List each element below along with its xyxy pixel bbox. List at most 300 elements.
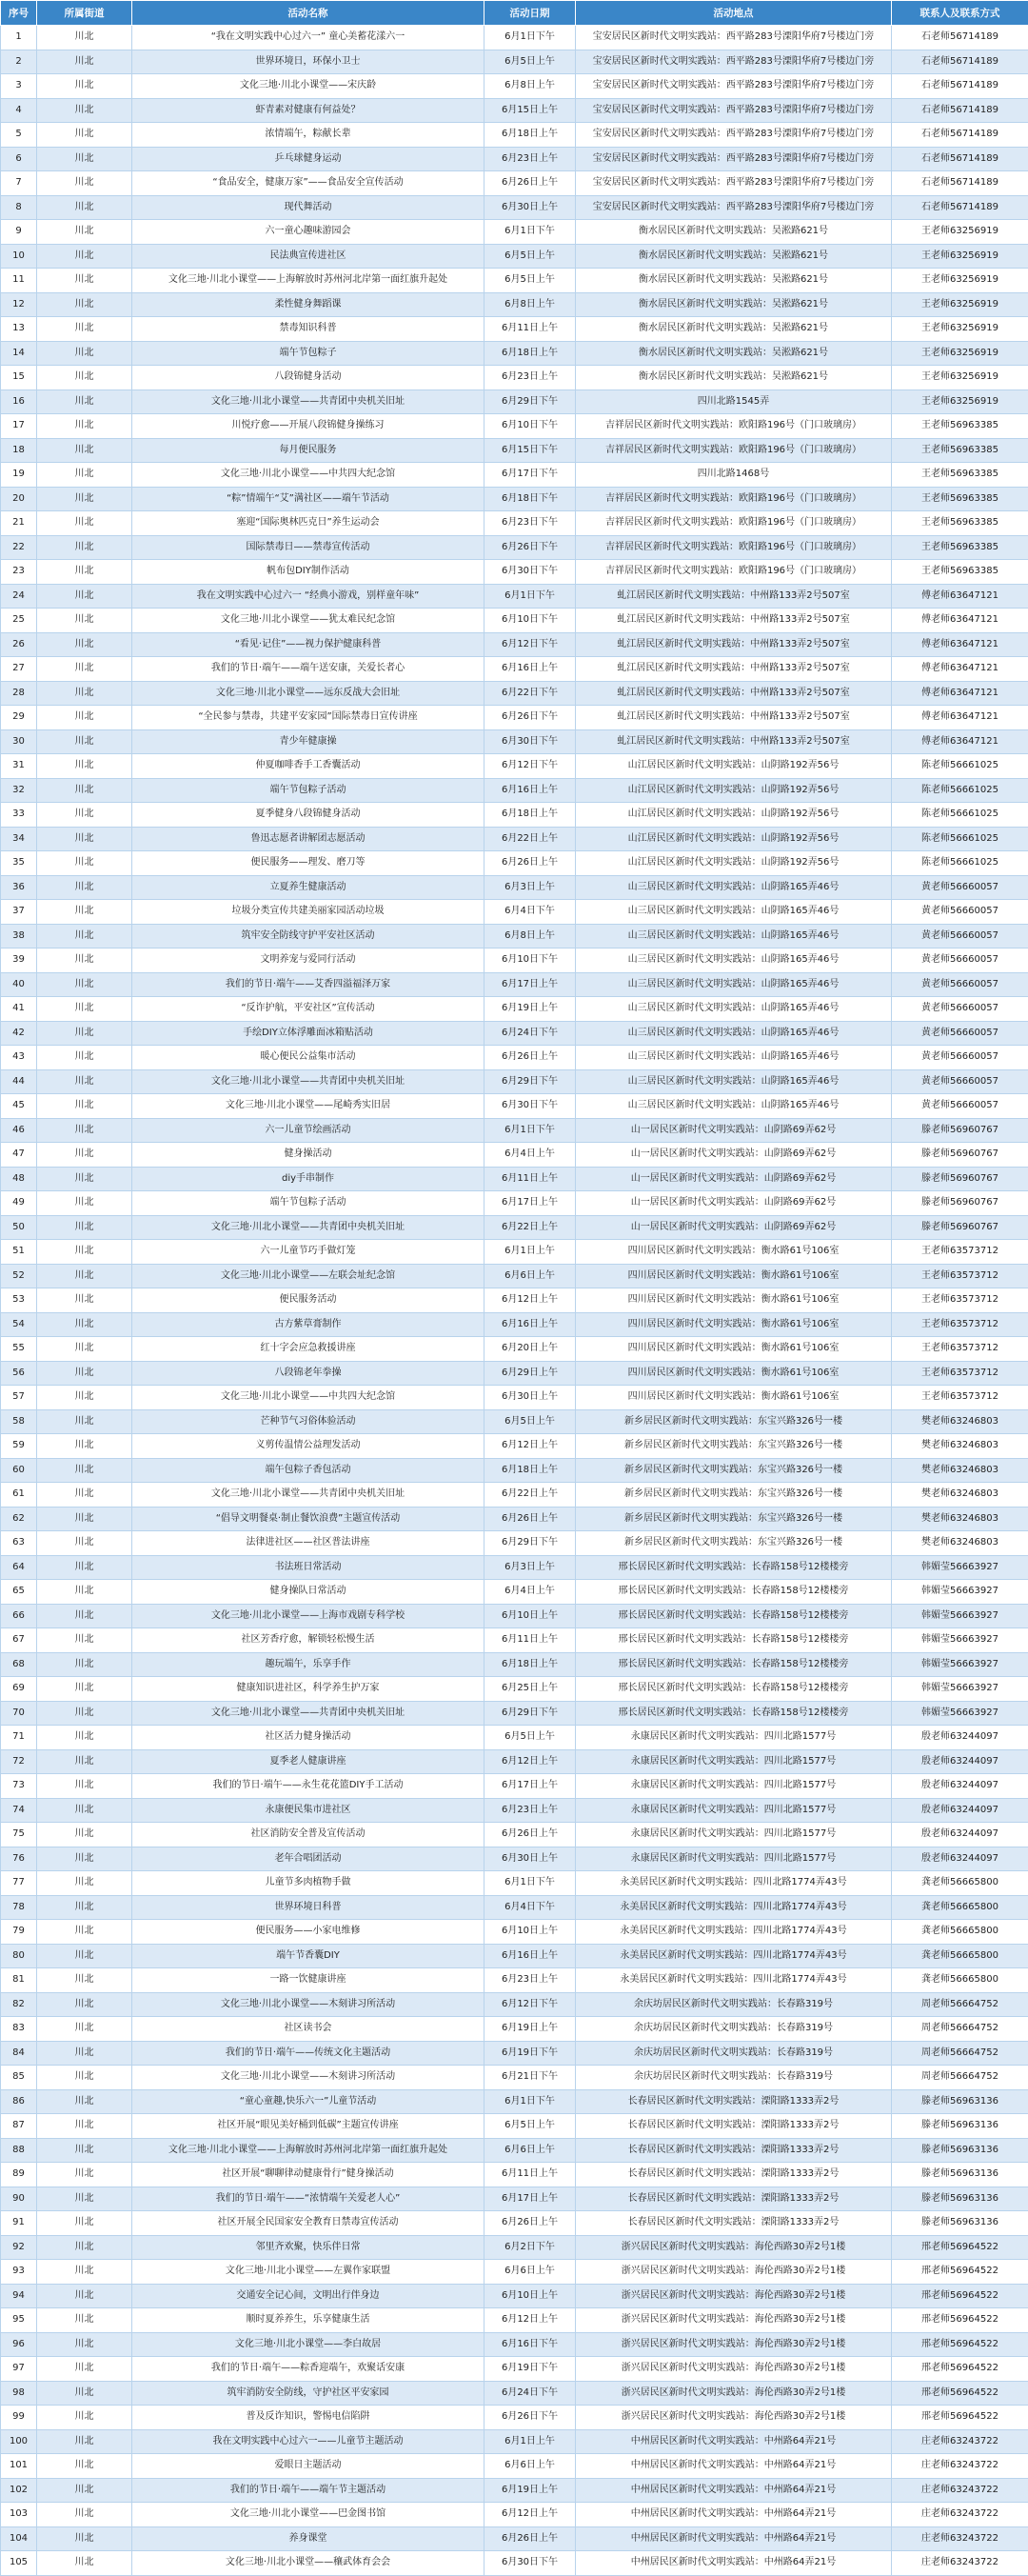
cell-activity-location: 虬江居民区新时代文明实践站：中州路133弄2号507室 [576, 729, 892, 754]
cell-activity-name: 便民服务——理发、磨刀等 [132, 851, 484, 876]
cell-street: 川北 [37, 1312, 132, 1337]
cell-contact: 邢老师56964522 [892, 2332, 1028, 2357]
cell-activity-date: 6月26日上午 [484, 2526, 576, 2551]
cell-street: 川北 [37, 2478, 132, 2503]
cell-activity-date: 6月12日上午 [484, 2308, 576, 2333]
cell-index: 102 [1, 2478, 37, 2503]
cell-activity-location: 新乡居民区新时代文明实践站：东宝兴路326号一楼 [576, 1409, 892, 1434]
table-row [1, 900, 1028, 925]
cell-activity-date: 6月26日上午 [484, 1823, 576, 1847]
table-row [1, 632, 1028, 657]
cell-street: 川北 [37, 584, 132, 609]
table-row [1, 875, 1028, 900]
cell-index: 12 [1, 292, 37, 317]
cell-contact: 黄老师56660057 [892, 949, 1028, 973]
cell-street: 川北 [37, 1215, 132, 1240]
table-header [1, 1, 1028, 26]
cell-activity-location: 中州居民区新时代文明实践站：中州路64弄21号 [576, 2503, 892, 2527]
table-row [1, 584, 1028, 609]
cell-activity-date: 6月1日下午 [484, 1871, 576, 1896]
cell-contact: 韩媚莹56663927 [892, 1580, 1028, 1605]
cell-activity-date: 6月18日上午 [484, 803, 576, 828]
cell-activity-name: 文化三地·川北小课堂——共青团中央机关旧址 [132, 389, 484, 414]
cell-activity-location: 余庆坊居民区新时代文明实践站：长春路319号 [576, 2066, 892, 2090]
cell-activity-name: 端午节香囊DIY [132, 1944, 484, 1968]
header-contact: 联系人及联系方式 [892, 1, 1028, 26]
cell-contact: 樊老师63246803 [892, 1483, 1028, 1508]
cell-activity-date: 6月16日上午 [484, 1944, 576, 1968]
cell-activity-name: 文化三地·川北小课堂——远东反战大会旧址 [132, 681, 484, 706]
cell-activity-date: 6月17日上午 [484, 972, 576, 997]
cell-activity-date: 6月11日上午 [484, 1167, 576, 1191]
cell-activity-date: 6月12日下午 [484, 1992, 576, 2017]
cell-activity-date: 6月11日上午 [484, 2163, 576, 2187]
cell-contact: 傅老师63647121 [892, 681, 1028, 706]
cell-street: 川北 [37, 924, 132, 949]
cell-activity-date: 6月6日上午 [484, 2454, 576, 2479]
cell-activity-date: 6月26日上午 [484, 851, 576, 876]
table-row [1, 1944, 1028, 1968]
cell-contact: 殷老师63244097 [892, 1774, 1028, 1799]
cell-contact: 石老师56714189 [892, 26, 1028, 50]
table-row [1, 463, 1028, 488]
cell-street: 川北 [37, 1895, 132, 1920]
cell-activity-location: 宝安居民区新时代文明实践站：西平路283号溧阳华府7号楼边门旁 [576, 147, 892, 171]
cell-contact: 韩媚莹56663927 [892, 1701, 1028, 1726]
cell-contact: 庄老师63243722 [892, 2454, 1028, 2479]
cell-street: 川北 [37, 195, 132, 220]
table-row [1, 1046, 1028, 1070]
cell-activity-location: 中州居民区新时代文明实践站：中州路64弄21号 [576, 2526, 892, 2551]
cell-activity-date: 6月3日上午 [484, 875, 576, 900]
cell-activity-name: 端午节包粽子活动 [132, 1191, 484, 1216]
cell-activity-location: 永康居民区新时代文明实践站：四川北路1577号 [576, 1798, 892, 1823]
cell-activity-location: 吉祥居民区新时代文明实践站：欧阳路196号（门口玻璃房） [576, 414, 892, 439]
cell-contact: 滕老师56963136 [892, 2163, 1028, 2187]
cell-street: 川北 [37, 414, 132, 439]
cell-street: 川北 [37, 729, 132, 754]
cell-contact: 殷老师63244097 [892, 1798, 1028, 1823]
cell-activity-location: 山三居民区新时代文明实践站：山阴路165弄46号 [576, 1069, 892, 1094]
table-row [1, 220, 1028, 245]
cell-index: 24 [1, 584, 37, 609]
cell-index: 54 [1, 1312, 37, 1337]
cell-contact: 滕老师56963136 [892, 2211, 1028, 2236]
table-row [1, 949, 1028, 973]
cell-activity-date: 6月12日下午 [484, 632, 576, 657]
cell-activity-location: 中州居民区新时代文明实践站：中州路64弄21号 [576, 2551, 892, 2576]
cell-street: 川北 [37, 2041, 132, 2066]
cell-index: 101 [1, 2454, 37, 2479]
cell-contact: 王老师63256919 [892, 292, 1028, 317]
table-row [1, 1458, 1028, 1483]
cell-activity-date: 6月1日下午 [484, 2089, 576, 2114]
table-row [1, 123, 1028, 148]
cell-street: 川北 [37, 997, 132, 1022]
cell-activity-date: 6月17日上午 [484, 1191, 576, 1216]
cell-activity-date: 6月8日上午 [484, 74, 576, 99]
cell-activity-name: 禁毒知识科普 [132, 317, 484, 342]
table-row [1, 2332, 1028, 2357]
cell-activity-date: 6月19日上午 [484, 2017, 576, 2042]
cell-street: 川北 [37, 26, 132, 50]
cell-street: 川北 [37, 1774, 132, 1799]
cell-index: 43 [1, 1046, 37, 1070]
cell-activity-date: 6月18日上午 [484, 123, 576, 148]
cell-activity-location: 衡水居民区新时代文明实践站：吴淞路621号 [576, 366, 892, 390]
cell-activity-location: 虬江居民区新时代文明实践站：中州路133弄2号507室 [576, 706, 892, 730]
cell-activity-name: 文化三地·川北小课堂——中共四大纪念馆 [132, 1386, 484, 1410]
cell-index: 55 [1, 1337, 37, 1362]
cell-contact: 石老师56714189 [892, 171, 1028, 196]
table-row [1, 803, 1028, 828]
cell-activity-location: 衡水居民区新时代文明实践站：吴淞路621号 [576, 292, 892, 317]
cell-activity-name: 世界环境日，环保小卫士 [132, 50, 484, 74]
cell-contact: 滕老师56963136 [892, 2089, 1028, 2114]
cell-street: 川北 [37, 2211, 132, 2236]
table-row [1, 1555, 1028, 1580]
cell-activity-location: 浙兴居民区新时代文明实践站：海伦西路30弄2号1楼 [576, 2406, 892, 2430]
cell-activity-date: 6月30日下午 [484, 729, 576, 754]
cell-street: 川北 [37, 123, 132, 148]
cell-contact: 王老师63573712 [892, 1312, 1028, 1337]
table-row [1, 2478, 1028, 2503]
cell-activity-date: 6月5日上午 [484, 269, 576, 293]
cell-activity-location: 四川居民区新时代文明实践站：衡水路61号106室 [576, 1264, 892, 1288]
table-row [1, 1871, 1028, 1896]
cell-activity-location: 虬江居民区新时代文明实践站：中州路133弄2号507室 [576, 609, 892, 633]
table-row [1, 1774, 1028, 1799]
table-row [1, 2211, 1028, 2236]
cell-index: 33 [1, 803, 37, 828]
cell-activity-location: 永美居民区新时代文明实践站：四川北路1774弄43号 [576, 1920, 892, 1945]
cell-activity-date: 6月29日上午 [484, 1361, 576, 1386]
cell-activity-name: 塞迎“国际奥林匹克日”养生运动会 [132, 511, 484, 536]
cell-activity-date: 6月23日上午 [484, 1798, 576, 1823]
cell-index: 93 [1, 2260, 37, 2285]
cell-activity-name: 义剪传温情公益理发活动 [132, 1434, 484, 1459]
cell-index: 104 [1, 2526, 37, 2551]
cell-street: 川北 [37, 1992, 132, 2017]
cell-activity-location: 四川居民区新时代文明实践站：衡水路61号106室 [576, 1386, 892, 1410]
cell-street: 川北 [37, 220, 132, 245]
table-row [1, 560, 1028, 585]
cell-index: 69 [1, 1677, 37, 1702]
cell-index: 39 [1, 949, 37, 973]
cell-street: 川北 [37, 1677, 132, 1702]
table-row [1, 1823, 1028, 1847]
table-row [1, 2066, 1028, 2090]
cell-street: 川北 [37, 2089, 132, 2114]
cell-activity-name: 每月便民服务 [132, 438, 484, 463]
cell-activity-name: 我们的节日·端午——粽香迎端午，欢聚话安康 [132, 2357, 484, 2382]
cell-street: 川北 [37, 511, 132, 536]
cell-contact: 石老师56714189 [892, 147, 1028, 171]
cell-index: 51 [1, 1240, 37, 1265]
table-row [1, 317, 1028, 342]
cell-street: 川北 [37, 632, 132, 657]
cell-index: 37 [1, 900, 37, 925]
cell-activity-location: 浙兴居民区新时代文明实践站：海伦西路30弄2号1楼 [576, 2381, 892, 2406]
cell-contact: 邢老师56964522 [892, 2260, 1028, 2285]
table-row [1, 511, 1028, 536]
cell-activity-name: 永康便民集市进社区 [132, 1798, 484, 1823]
cell-contact: 王老师63573712 [892, 1337, 1028, 1362]
table-row [1, 609, 1028, 633]
cell-activity-name: 芒种节气习俗体验活动 [132, 1409, 484, 1434]
cell-street: 川北 [37, 366, 132, 390]
cell-activity-name: 我在文明实践中心过六一 “经典小游戏，别样童年味” [132, 584, 484, 609]
cell-activity-location: 衡水居民区新时代文明实践站：吴淞路621号 [576, 220, 892, 245]
cell-street: 川北 [37, 2526, 132, 2551]
table-row [1, 2041, 1028, 2066]
cell-activity-location: 永美居民区新时代文明实践站：四川北路1774弄43号 [576, 1895, 892, 1920]
cell-street: 川北 [37, 827, 132, 851]
cell-activity-name: 文化三地·川北小课堂——上海市戏剧专科学校 [132, 1604, 484, 1628]
cell-contact: 樊老师63246803 [892, 1434, 1028, 1459]
cell-street: 川北 [37, 1118, 132, 1143]
cell-activity-location: 中州居民区新时代文明实践站：中州路64弄21号 [576, 2454, 892, 2479]
cell-activity-location: 山三居民区新时代文明实践站：山阴路165弄46号 [576, 997, 892, 1022]
cell-index: 14 [1, 341, 37, 366]
cell-index: 15 [1, 366, 37, 390]
cell-activity-date: 6月1日下午 [484, 26, 576, 50]
cell-street: 川北 [37, 1726, 132, 1750]
cell-activity-location: 宝安居民区新时代文明实践站：西平路283号溧阳华府7号楼边门旁 [576, 26, 892, 50]
cell-street: 川北 [37, 2406, 132, 2430]
cell-contact: 石老师56714189 [892, 74, 1028, 99]
cell-street: 川北 [37, 1652, 132, 1677]
cell-index: 66 [1, 1604, 37, 1628]
cell-contact: 石老师56714189 [892, 123, 1028, 148]
cell-activity-location: 虬江居民区新时代文明实践站：中州路133弄2号507室 [576, 681, 892, 706]
cell-activity-name: 社区开展“聊聊律动健康骨行”健身操活动 [132, 2163, 484, 2187]
cell-activity-name: “童心童趣,快乐六一”儿童节活动 [132, 2089, 484, 2114]
cell-activity-name: 垃圾分类宣传共建美丽家园活动垃圾 [132, 900, 484, 925]
table-row [1, 1118, 1028, 1143]
cell-index: 67 [1, 1628, 37, 1653]
cell-activity-location: 衡水居民区新时代文明实践站：吴淞路621号 [576, 341, 892, 366]
cell-activity-name: 文化三地·川北小课堂——李白故居 [132, 2332, 484, 2357]
cell-activity-location: 邢长居民区新时代文明实践站：长春路158号12楼楼旁 [576, 1604, 892, 1628]
cell-index: 57 [1, 1386, 37, 1410]
cell-activity-name: 便民服务活动 [132, 1288, 484, 1313]
cell-activity-name: 法律进社区——社区普法讲座 [132, 1531, 484, 1556]
cell-activity-location: 吉祥居民区新时代文明实践站：欧阳路196号（门口玻璃房） [576, 511, 892, 536]
table-row [1, 2357, 1028, 2382]
cell-activity-location: 宝安居民区新时代文明实践站：西平路283号溧阳华府7号楼边门旁 [576, 98, 892, 123]
cell-street: 川北 [37, 2138, 132, 2163]
cell-activity-date: 6月29日下午 [484, 389, 576, 414]
cell-activity-name: 文化三地·川北小课堂——木刻讲习所活动 [132, 1992, 484, 2017]
cell-activity-name: 端午包粽子香包活动 [132, 1458, 484, 1483]
cell-street: 川北 [37, 803, 132, 828]
cell-activity-date: 6月4日下午 [484, 900, 576, 925]
cell-activity-name: 六一儿童节绘画活动 [132, 1118, 484, 1143]
cell-activity-date: 6月17日上午 [484, 2187, 576, 2211]
cell-activity-name: 端午节包粽子活动 [132, 778, 484, 803]
table-row [1, 706, 1028, 730]
cell-activity-location: 吉祥居民区新时代文明实践站：欧阳路196号（门口玻璃房） [576, 438, 892, 463]
cell-index: 89 [1, 2163, 37, 2187]
cell-contact: 殷老师63244097 [892, 1726, 1028, 1750]
cell-index: 32 [1, 778, 37, 803]
cell-activity-location: 中州居民区新时代文明实践站：中州路64弄21号 [576, 2478, 892, 2503]
cell-activity-date: 6月10日下午 [484, 414, 576, 439]
cell-activity-location: 邢长居民区新时代文明实践站：长春路158号12楼楼旁 [576, 1580, 892, 1605]
table-row [1, 147, 1028, 171]
cell-index: 47 [1, 1143, 37, 1168]
cell-index: 22 [1, 535, 37, 560]
cell-index: 99 [1, 2406, 37, 2430]
cell-activity-name: 普及反诈知识，警惕电信陷阱 [132, 2406, 484, 2430]
cell-contact: 周老师56664752 [892, 1992, 1028, 2017]
table-row [1, 269, 1028, 293]
cell-index: 56 [1, 1361, 37, 1386]
cell-activity-name: 文化三地·川北小课堂——木刻讲习所活动 [132, 2066, 484, 2090]
cell-index: 34 [1, 827, 37, 851]
cell-street: 川北 [37, 1920, 132, 1945]
cell-activity-name: 鲁迅志愿者讲解团志愿活动 [132, 827, 484, 851]
cell-index: 94 [1, 2284, 37, 2308]
cell-activity-name: 文明养宠与爱同行活动 [132, 949, 484, 973]
table-row [1, 972, 1028, 997]
cell-street: 川北 [37, 2163, 132, 2187]
table-row [1, 1531, 1028, 1556]
cell-street: 川北 [37, 2429, 132, 2454]
cell-street: 川北 [37, 171, 132, 196]
cell-activity-date: 6月6日上午 [484, 2260, 576, 2285]
cell-activity-name: 红十字会应急救援讲座 [132, 1337, 484, 1362]
cell-street: 川北 [37, 1191, 132, 1216]
cell-activity-date: 6月29日下午 [484, 1531, 576, 1556]
cell-contact: 王老师63256919 [892, 220, 1028, 245]
header-activity-location: 活动地点 [576, 1, 892, 26]
cell-street: 川北 [37, 2551, 132, 2576]
cell-contact: 王老师63256919 [892, 317, 1028, 342]
header-activity-name: 活动名称 [132, 1, 484, 26]
cell-activity-location: 山江居民区新时代文明实践站：山阴路192弄56号 [576, 754, 892, 779]
table-row [1, 1992, 1028, 2017]
cell-activity-name: 文化三地·川北小课堂——共青团中央机关旧址 [132, 1215, 484, 1240]
cell-activity-date: 6月10日上午 [484, 1920, 576, 1945]
cell-street: 川北 [37, 2187, 132, 2211]
cell-street: 川北 [37, 1409, 132, 1434]
header-index: 序号 [1, 1, 37, 26]
cell-activity-location: 山三居民区新时代文明实践站：山阴路165弄46号 [576, 949, 892, 973]
table-row [1, 997, 1028, 1022]
cell-street: 川北 [37, 1240, 132, 1265]
cell-activity-name: 文化三地·川北小课堂——尾崎秀实旧居 [132, 1094, 484, 1119]
cell-index: 10 [1, 244, 37, 269]
cell-index: 38 [1, 924, 37, 949]
cell-activity-name: 交通安全记心间，文明出行伴身边 [132, 2284, 484, 2308]
cell-index: 52 [1, 1264, 37, 1288]
cell-activity-name: 健康知识进社区，科学养生护万家 [132, 1677, 484, 1702]
cell-street: 川北 [37, 1361, 132, 1386]
cell-activity-name: 我们的节日·端午——“浓情端午关爱老人心” [132, 2187, 484, 2211]
cell-index: 62 [1, 1507, 37, 1531]
cell-activity-location: 永康居民区新时代文明实践站：四川北路1577号 [576, 1774, 892, 1799]
cell-contact: 龚老师56665800 [892, 1968, 1028, 1993]
cell-index: 71 [1, 1726, 37, 1750]
cell-contact: 黄老师56660057 [892, 972, 1028, 997]
cell-activity-location: 余庆坊居民区新时代文明实践站：长春路319号 [576, 2041, 892, 2066]
cell-activity-location: 吉祥居民区新时代文明实践站：欧阳路196号（门口玻璃房） [576, 487, 892, 511]
cell-street: 川北 [37, 98, 132, 123]
cell-activity-name: 端午节包粽子 [132, 341, 484, 366]
cell-index: 74 [1, 1798, 37, 1823]
cell-street: 川北 [37, 1968, 132, 1993]
cell-street: 川北 [37, 487, 132, 511]
cell-activity-date: 6月8日上午 [484, 292, 576, 317]
cell-activity-location: 永康居民区新时代文明实践站：四川北路1577号 [576, 1823, 892, 1847]
cell-index: 87 [1, 2114, 37, 2139]
cell-activity-date: 6月11日上午 [484, 317, 576, 342]
cell-activity-name: 我们的节日·端午——永生花花篮DIY手工活动 [132, 1774, 484, 1799]
table-row [1, 1167, 1028, 1191]
cell-contact: 韩媚莹56663927 [892, 1628, 1028, 1653]
table-row [1, 2138, 1028, 2163]
cell-index: 13 [1, 317, 37, 342]
cell-activity-location: 四川居民区新时代文明实践站：衡水路61号106室 [576, 1337, 892, 1362]
cell-contact: 庄老师63243722 [892, 2503, 1028, 2527]
table-row [1, 1677, 1028, 1702]
table-row [1, 2526, 1028, 2551]
cell-activity-location: 山三居民区新时代文明实践站：山阴路165弄46号 [576, 875, 892, 900]
cell-contact: 滕老师56963136 [892, 2187, 1028, 2211]
cell-activity-date: 6月25日上午 [484, 1677, 576, 1702]
cell-contact: 韩媚莹56663927 [892, 1677, 1028, 1702]
cell-contact: 王老师63256919 [892, 244, 1028, 269]
cell-index: 7 [1, 171, 37, 196]
cell-contact: 庄老师63243722 [892, 2551, 1028, 2576]
cell-street: 川北 [37, 681, 132, 706]
cell-activity-date: 6月30日下午 [484, 1094, 576, 1119]
cell-contact: 王老师63573712 [892, 1361, 1028, 1386]
cell-contact: 滕老师56960767 [892, 1191, 1028, 1216]
table-row [1, 1386, 1028, 1410]
cell-activity-name: 虾青素对健康有何益处？ [132, 98, 484, 123]
table-row [1, 1798, 1028, 1823]
cell-index: 31 [1, 754, 37, 779]
cell-activity-location: 余庆坊居民区新时代文明实践站：长春路319号 [576, 2017, 892, 2042]
table-row [1, 1652, 1028, 1677]
cell-index: 61 [1, 1483, 37, 1508]
cell-activity-location: 山江居民区新时代文明实践站：山阴路192弄56号 [576, 827, 892, 851]
cell-activity-date: 6月16日下午 [484, 2332, 576, 2357]
cell-street: 川北 [37, 560, 132, 585]
cell-activity-location: 山三居民区新时代文明实践站：山阴路165弄46号 [576, 1046, 892, 1070]
cell-activity-date: 6月5日上午 [484, 1726, 576, 1750]
table-row [1, 292, 1028, 317]
cell-index: 49 [1, 1191, 37, 1216]
table-row [1, 754, 1028, 779]
cell-activity-location: 山三居民区新时代文明实践站：山阴路165弄46号 [576, 1021, 892, 1046]
cell-index: 50 [1, 1215, 37, 1240]
cell-index: 77 [1, 1871, 37, 1896]
cell-activity-date: 6月2日下午 [484, 2235, 576, 2260]
cell-street: 川北 [37, 74, 132, 99]
cell-activity-name: 文化三地·川北小课堂——共青团中央机关旧址 [132, 1069, 484, 1094]
table-row [1, 98, 1028, 123]
table-row [1, 414, 1028, 439]
cell-activity-name: 夏季健身八段锦健身活动 [132, 803, 484, 828]
cell-index: 63 [1, 1531, 37, 1556]
cell-activity-name: 我们的节日·端午——端午送安康，关爱长者心 [132, 657, 484, 682]
cell-street: 川北 [37, 50, 132, 74]
cell-contact: 韩媚莹56663927 [892, 1652, 1028, 1677]
